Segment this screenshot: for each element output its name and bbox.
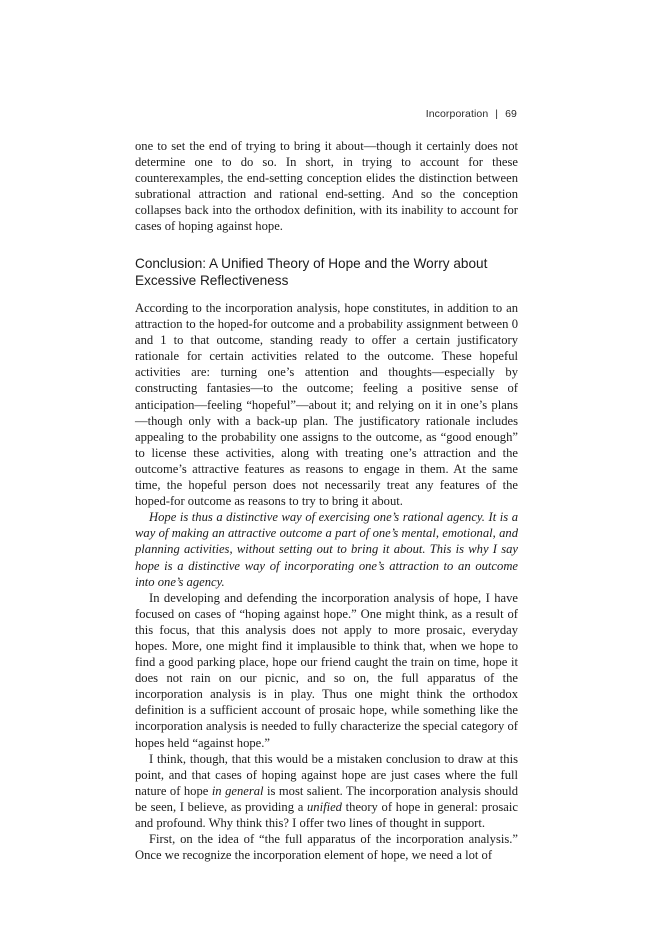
paragraph-2-italic [135, 509, 518, 589]
paragraph-4-part-a: I think, though, that this would be a mistaken conclusion to draw at this point, and that cases of hoping against hope are just cases where the full nature of hope [135, 751, 518, 798]
paragraph-4-emphasis-unified: unified [307, 799, 342, 814]
section-body [135, 300, 518, 863]
paragraph-3: In developing and defending the incorporation analysis of hope, I have focused on cases of “hoping against hope.” One might think, as a result of this focus, that this analysis does not apply to more prosaic, everyday hopes. More, one might find it implausible to think that, when we hope to find a good parking place, hope our friend caught the train on time, hope it does not rain on our picnic, and so on, the full apparatus of the incorporation analysis is in play. Thus one might think the orthodox definition is a sufficient account of prosaic hope, while something like the incorporation analysis is needed to fully characterize the special category of hopes held “against hope.” [135, 590, 518, 750]
paragraph-2-text: Hope is thus a distinctive way of exercising one’s rational agency. It is a way of making an attractive outcome a part of one’s mental, emotional, and planning activities, without setting out to bring it about. This is why I say hope is a distinctive way of incorporating one’s attraction to an outcome into one’s agency. [135, 510, 518, 589]
paragraph-5: First, on the idea of “the full apparatus of the incorporation analysis.” Once we recognize the incorporation element of hope, we need a lot of [135, 832, 518, 863]
running-head-separator: | [495, 108, 499, 120]
running-head [426, 108, 517, 120]
paragraph-1: According to the incorporation analysis, hope constitutes, in addition to an attraction to the hoped-for outcome and a probability assignment between 0 and 1 to that outcome, standing ready to offer a certain justificatory rationale for certain activities related to the outcome. These hopeful activities are: turning one’s attention and thoughts—especially by constructing fantasies—to the outcome; feeling a positive sense of anticipation—feeling “hopeful”—about it; and relying on it in one’s plans—though only with a back-up plan. The justificatory rationale includes appealing to the probability one assigns to the outcome, as “good enough” to license these activities, along with treating one’s attraction and the outcome’s attractive features as reasons to engage in them. At the same time, the hopeful person does not necessarily treat any features of the hoped-for outcome as reasons to try to bring it about. [135, 301, 518, 509]
paragraph-4 [135, 751, 518, 831]
continued-paragraph: one to set the end of trying to bring it about—though it certainly does not determine one to do so. In short, in trying to account for these counterexamples, the end-setting conception elides the distinction between subrational attraction and rational end-setting. And so the conception collapses back into the orthodox definition, with its inability to account for cases of hoping against hope. [135, 139, 518, 234]
paragraph-4-part-e: theory of hope in general: prosaic and profound. Why think this? I offer two lines of thought in support. [135, 799, 518, 830]
section-heading: Conclusion: A Unified Theory of Hope and the Worry about Excessive Reflectiveness [135, 256, 488, 288]
paragraph-4-emphasis-in-general: in general [211, 783, 264, 798]
page-number: 69 [505, 108, 517, 120]
running-head-title: Incorporation [425, 108, 489, 120]
paragraph-4-part-c: is most salient. The incorporation analysis should be seen, I believe, as providing a [135, 783, 519, 814]
continued-paragraph-block [135, 138, 518, 235]
